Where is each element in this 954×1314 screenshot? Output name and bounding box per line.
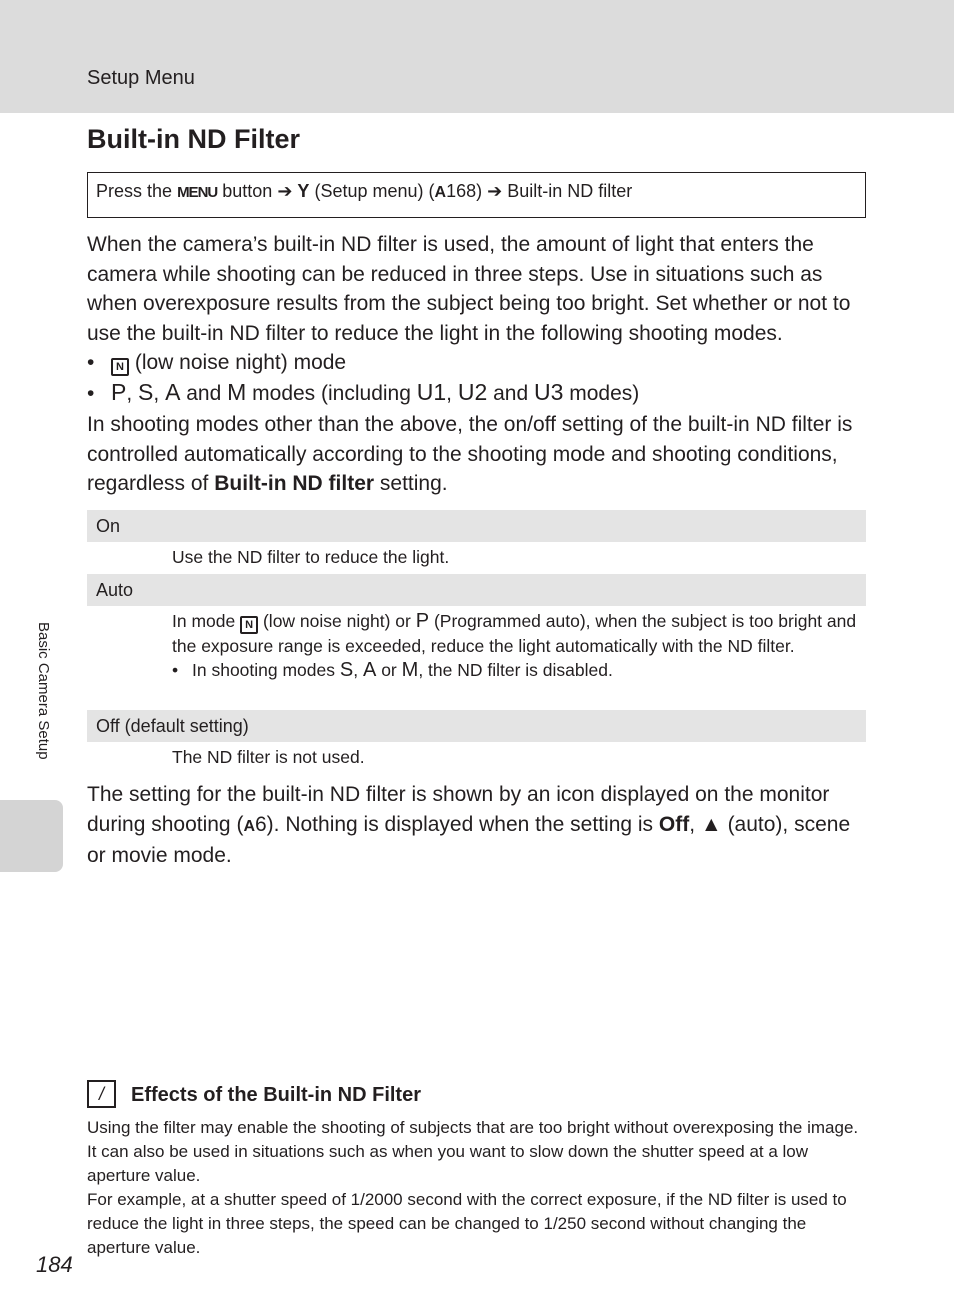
option-on-description: Use the ND filter to reduce the light. bbox=[172, 547, 450, 567]
arrow-icon: ➔ bbox=[487, 181, 503, 201]
option-auto-description bbox=[172, 609, 860, 682]
nav-button-text: button bbox=[222, 181, 273, 201]
mode-p-icon: P bbox=[111, 379, 127, 405]
option-auto-label: Auto bbox=[87, 574, 866, 606]
low-noise-night-icon: N bbox=[111, 358, 129, 376]
arrow-icon: ➔ bbox=[277, 181, 293, 201]
comma-text: , bbox=[153, 382, 160, 405]
note-title: Effects of the Built-in ND Filter bbox=[131, 1084, 421, 1106]
bullet-text: modes (including bbox=[252, 382, 411, 405]
setting-name-bold: Built-in ND filter bbox=[214, 472, 375, 496]
bullet-dot: • bbox=[87, 382, 95, 405]
bullet-dot: • bbox=[172, 660, 179, 680]
other-modes-paragraph bbox=[87, 410, 867, 499]
bullet-psam-modes bbox=[87, 381, 639, 406]
and-text: and bbox=[186, 382, 222, 405]
mode-u3-icon: U3 bbox=[534, 379, 564, 405]
side-tab-marker bbox=[0, 800, 63, 872]
mode-s-icon: S bbox=[339, 659, 354, 681]
other-text: setting. bbox=[379, 472, 448, 496]
low-noise-night-icon: N bbox=[240, 616, 258, 634]
other-text: In shooting modes other than the above, the on/off setting of the built-in ND filter is controlled automatically according to the shooting mode and shooting conditions, regardless of bbox=[87, 413, 853, 496]
display-text: The setting for the built-in ND filter is shown by an icon displayed on the monitor during shooting ( bbox=[87, 783, 830, 836]
desc-text: , the ND filter is disabled. bbox=[418, 660, 613, 680]
and-text: and bbox=[493, 382, 529, 405]
mode-a-icon: A bbox=[165, 379, 181, 405]
display-text: (auto), scene or movie mode. bbox=[87, 812, 851, 868]
setup-wrench-icon: Y bbox=[297, 181, 310, 201]
nav-item-text: Built-in ND filter bbox=[507, 181, 633, 201]
bullet-dot: • bbox=[87, 351, 95, 374]
bullet-low-noise-night bbox=[87, 351, 346, 376]
side-tab-label: Basic Camera Setup bbox=[35, 622, 52, 760]
mode-m-icon: M bbox=[401, 659, 419, 681]
display-text: 6). Nothing is displayed when the setting is bbox=[255, 812, 654, 836]
nav-setup-menu-text: (Setup menu) ( bbox=[314, 181, 435, 201]
desc-text: (low noise night) or bbox=[262, 611, 411, 631]
auto-sub-bullet bbox=[172, 658, 860, 682]
page-number: 184 bbox=[36, 1252, 73, 1277]
book-reference-icon: A bbox=[243, 817, 255, 835]
intro-paragraph: When the camera’s built-in ND filter is used, the amount of light that enters the camera while shooting can be reduced in three steps. Use in situations such as when overexposure results from the subject being too bright. Set whether or not to use the built-in ND filter to reduce the light in the following shooting modes. bbox=[87, 233, 851, 346]
camera-auto-icon: ▲ bbox=[700, 812, 722, 836]
pencil-icon: / bbox=[87, 1080, 116, 1108]
menu-path-box bbox=[87, 172, 866, 218]
desc-text: (Programmed auto), when the subject is too bright and the exposure range is exceeded, reduce the light automatically with the ND filter. bbox=[172, 611, 857, 656]
comma-text: , bbox=[689, 812, 696, 836]
page-title: Built-in ND Filter bbox=[87, 124, 300, 154]
desc-text: In mode bbox=[172, 611, 236, 631]
comma-text: , bbox=[353, 660, 359, 680]
note-paragraph-2: For example, at a shutter speed of 1/2000 second with the correct exposure, if the ND filter is used to reduce the light in three steps, the speed can be changed to 1/250 second without changing the aperture value. bbox=[87, 1190, 847, 1257]
mode-u1-icon: U1 bbox=[416, 379, 447, 405]
book-reference-icon: A bbox=[434, 184, 447, 201]
note-paragraph-1: Using the filter may enable the shooting of subjects that are too bright without overexposing the image. It can also be used in situations such as when you want to slow down the shutter speed at a low aperture value. bbox=[87, 1118, 859, 1185]
section-label: Setup Menu bbox=[87, 67, 195, 89]
display-paragraph bbox=[87, 780, 867, 871]
desc-text: In shooting modes bbox=[192, 660, 336, 680]
menu-button-icon: MENU bbox=[177, 184, 218, 201]
bullet-text: modes) bbox=[569, 382, 640, 405]
mode-m-icon: M bbox=[227, 379, 247, 405]
mode-u2-icon: U2 bbox=[457, 379, 488, 405]
bullet-text: (low noise night) mode bbox=[134, 351, 347, 374]
mode-p-icon: P bbox=[415, 610, 430, 632]
off-bold: Off bbox=[658, 812, 690, 836]
mode-a-icon: A bbox=[362, 659, 377, 681]
comma-text: , bbox=[126, 382, 133, 405]
option-on-label: On bbox=[87, 510, 866, 542]
or-text: or bbox=[381, 660, 397, 680]
nav-press-text: Press the bbox=[96, 181, 173, 201]
option-off-label: Off (default setting) bbox=[87, 710, 866, 742]
mode-s-icon: S bbox=[138, 379, 154, 405]
comma-text: , bbox=[446, 382, 453, 405]
nav-ref-text: 168) bbox=[446, 181, 483, 201]
page-header bbox=[0, 0, 954, 113]
option-off-description: The ND filter is not used. bbox=[172, 747, 365, 767]
